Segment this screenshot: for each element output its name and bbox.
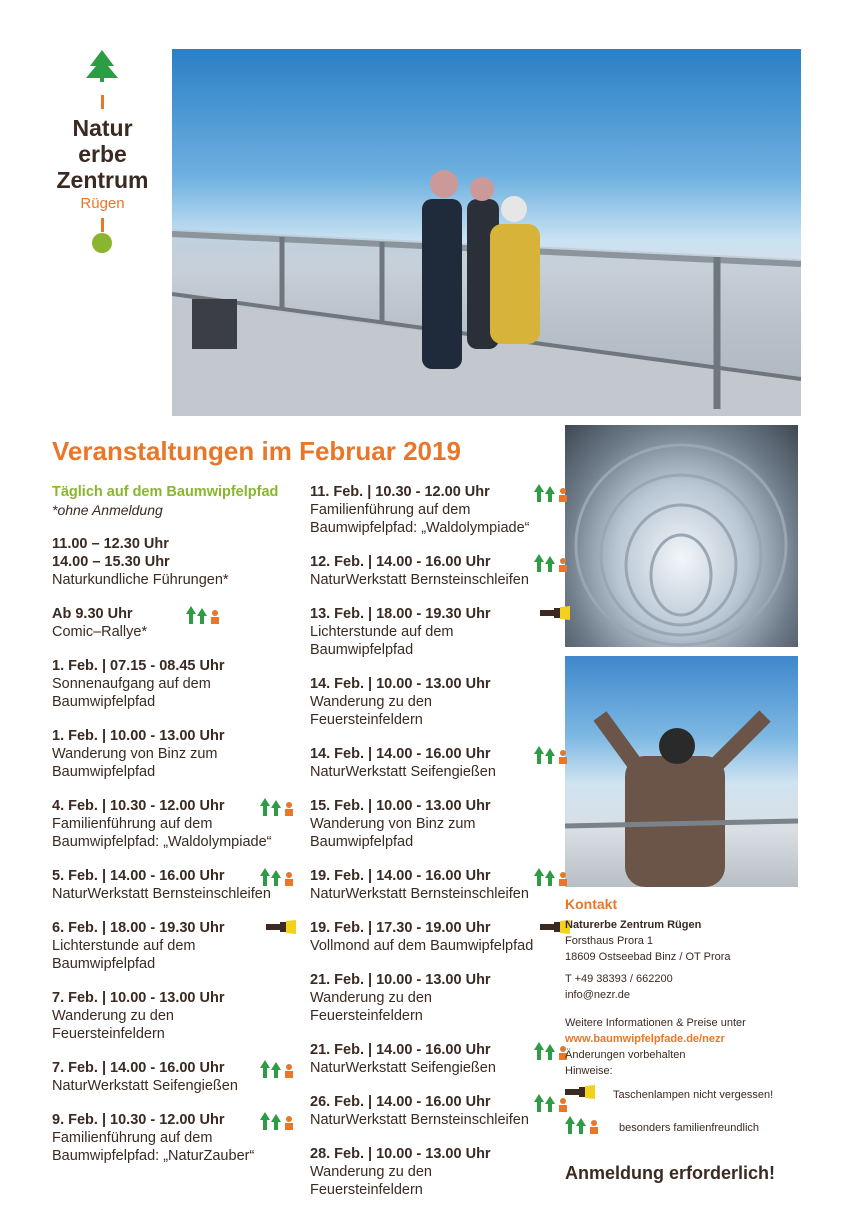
event-date: 21. Feb. | 14.00 - 16.00 Uhr: [310, 1042, 491, 1058]
flashlight-icon: [266, 920, 296, 939]
logo-subtitle: Rügen: [80, 195, 125, 212]
event-item: [310, 745, 560, 781]
event-desc: NaturWerkstatt Bernsteinschleifen: [310, 886, 529, 902]
page-title: Veranstaltungen im Februar 2019: [52, 436, 461, 466]
event-item: [52, 657, 302, 711]
changes-note: Änderungen vorbehalten: [565, 1049, 686, 1061]
event-desc: Familienführung auf dem Baumwipfelpfad: „Waldolympiade“: [310, 502, 530, 536]
contact-org: Naturerbe Zentrum Rügen: [565, 919, 702, 931]
flashlight-icon: [565, 1085, 595, 1104]
event-item: [52, 919, 302, 973]
event-item: [310, 553, 560, 589]
event-desc: NaturWerkstatt Bernsteinschleifen: [310, 572, 529, 588]
event-date: 5. Feb. | 14.00 - 16.00 Uhr: [52, 868, 225, 884]
event-date: 19. Feb. | 14.00 - 16.00 Uhr: [310, 868, 491, 884]
hint-family: [565, 1116, 805, 1139]
contact-phone: T +49 38393 / 662200: [565, 973, 673, 985]
event-date: 12. Feb. | 14.00 - 16.00 Uhr: [310, 554, 491, 570]
family-icon: [260, 1060, 296, 1083]
event-desc: NaturWerkstatt Seifengießen: [52, 1078, 238, 1094]
family-icon: [534, 868, 570, 891]
daily-heading: Täglich auf dem Baumwipfelpfad: [52, 484, 279, 500]
tower-photo: [565, 425, 798, 647]
events-column-1: [52, 483, 302, 1181]
event-date: Ab 9.30 Uhr: [52, 606, 133, 622]
event-desc: NaturWerkstatt Bernsteinschleifen: [52, 886, 271, 902]
family-icon: [534, 484, 570, 507]
hint-flashlight-text: Taschenlampen nicht vergessen!: [613, 1088, 774, 1101]
event-desc: Lichterstunde auf dem Baumwipfelpfad: [52, 938, 196, 972]
event-date: 21. Feb. | 10.00 - 13.00 Uhr: [310, 972, 491, 988]
snow-photo: [565, 656, 798, 887]
contact-address-2: 18609 Ostseebad Binz / OT Prora: [565, 951, 731, 963]
hint-family-text: besonders familienfreundlich: [619, 1121, 760, 1134]
hint-flashlight: [565, 1085, 805, 1104]
event-item: [310, 1145, 560, 1199]
event-desc: Wanderung zu den Feuersteinfeldern: [310, 990, 432, 1024]
event-date: 19. Feb. | 17.30 - 19.00 Uhr: [310, 920, 491, 936]
contact-block: [565, 895, 805, 1139]
event-date: 7. Feb. | 14.00 - 16.00 Uhr: [52, 1060, 225, 1076]
daily-intro: [52, 483, 302, 519]
event-item: [310, 605, 560, 659]
event-desc: Vollmond auf dem Baumwipfelpfad: [310, 938, 534, 954]
event-date: 15. Feb. | 10.00 - 13.00 Uhr: [310, 798, 491, 814]
logo-line-1: Natur: [72, 115, 133, 141]
family-icon: [260, 798, 296, 821]
family-icon: [565, 1116, 601, 1139]
event-desc: Comic–Rallye*: [52, 624, 148, 640]
event-desc: Wanderung von Binz zum Baumwipfelpfad: [52, 746, 218, 780]
event-item: [52, 535, 302, 589]
event-date: 1. Feb. | 07.15 - 08.45 Uhr: [52, 658, 225, 674]
logo-dot-icon: [40, 232, 165, 254]
events-column-2: [310, 483, 560, 1215]
event-date: 28. Feb. | 10.00 - 13.00 Uhr: [310, 1146, 491, 1162]
no-registration-note: *ohne Anmeldung: [52, 502, 163, 518]
event-desc: Sonnenaufgang auf dem Baumwipfelpfad: [52, 676, 211, 710]
event-date: 11. Feb. | 10.30 - 12.00 Uhr: [310, 484, 490, 500]
contact-email[interactable]: info@nezr.de: [565, 989, 630, 1001]
family-icon: [260, 1112, 296, 1135]
event-desc: Wanderung von Binz zum Baumwipfelpfad: [310, 816, 476, 850]
flashlight-icon: [540, 606, 570, 625]
event-date: 26. Feb. | 14.00 - 16.00 Uhr: [310, 1094, 491, 1110]
event-item: [310, 797, 560, 851]
event-date: 4. Feb. | 10.30 - 12.00 Uhr: [52, 798, 225, 814]
logo-line-2: erbe: [78, 141, 127, 167]
logo: [40, 48, 165, 258]
family-icon: [186, 606, 222, 629]
event-item: [52, 867, 302, 903]
event-item: [310, 971, 560, 1025]
event-date: 1. Feb. | 10.00 - 13.00 Uhr: [52, 728, 225, 744]
event-item: [310, 675, 560, 729]
registration-required: Anmeldung erforderlich!: [565, 1163, 776, 1183]
contact-heading: Kontakt: [565, 896, 618, 912]
event-desc: Naturkundliche Führungen*: [52, 572, 229, 588]
event-desc: Familienführung auf dem Baumwipfelpfad: „Waldolympiade“: [52, 816, 272, 850]
event-item: [52, 727, 302, 781]
event-desc: NaturWerkstatt Seifengießen: [310, 1060, 496, 1076]
event-item: [310, 1093, 560, 1129]
event-item: [52, 1059, 302, 1095]
more-info-text: Weitere Informationen & Preise unter: [565, 1017, 746, 1029]
hero-photo: [172, 49, 801, 416]
contact-address-1: Forsthaus Prora 1: [565, 935, 654, 947]
logo-bar-bottom: [101, 218, 104, 232]
logo-bar-top: [101, 95, 104, 109]
event-date: 14. Feb. | 10.00 - 13.00 Uhr: [310, 676, 491, 692]
event-date: 6. Feb. | 18.00 - 19.30 Uhr: [52, 920, 225, 936]
event-desc: Wanderung zu den Feuersteinfeldern: [52, 1008, 174, 1042]
event-date: 7. Feb. | 10.00 - 13.00 Uhr: [52, 990, 225, 1006]
event-date: 14. Feb. | 14.00 - 16.00 Uhr: [310, 746, 491, 762]
event-item: [310, 1041, 560, 1077]
family-icon: [260, 868, 296, 891]
event-desc: NaturWerkstatt Seifengießen: [310, 764, 496, 780]
event-item: [52, 797, 302, 851]
event-desc: Wanderung zu den Feuersteinfeldern: [310, 1164, 432, 1198]
logo-line-3: Zentrum: [56, 167, 149, 193]
event-date: 13. Feb. | 18.00 - 19.30 Uhr: [310, 606, 491, 622]
event-desc: Familienführung auf dem Baumwipfelpfad: „NaturZauber“: [52, 1130, 255, 1164]
website-link[interactable]: www.baumwipfelpfade.de/nezr: [565, 1033, 725, 1045]
family-icon: [534, 746, 570, 769]
event-desc: Lichterstunde auf dem Baumwipfelpfad: [310, 624, 454, 658]
event-item: [310, 919, 560, 955]
event-item: [310, 483, 560, 537]
event-item: [310, 867, 560, 903]
event-times: 11.00 – 12.30 Uhr 14.00 – 15.30 Uhr: [52, 536, 170, 570]
tree-icon: [40, 48, 165, 88]
event-desc: NaturWerkstatt Bernsteinschleifen: [310, 1112, 529, 1128]
event-item: [52, 605, 302, 641]
event-item: [52, 1111, 302, 1165]
family-icon: [534, 554, 570, 577]
hints-label: Hinweise:: [565, 1065, 613, 1077]
event-item: [52, 989, 302, 1043]
event-desc: Wanderung zu den Feuersteinfeldern: [310, 694, 432, 728]
event-date: 9. Feb. | 10.30 - 12.00 Uhr: [52, 1112, 225, 1128]
